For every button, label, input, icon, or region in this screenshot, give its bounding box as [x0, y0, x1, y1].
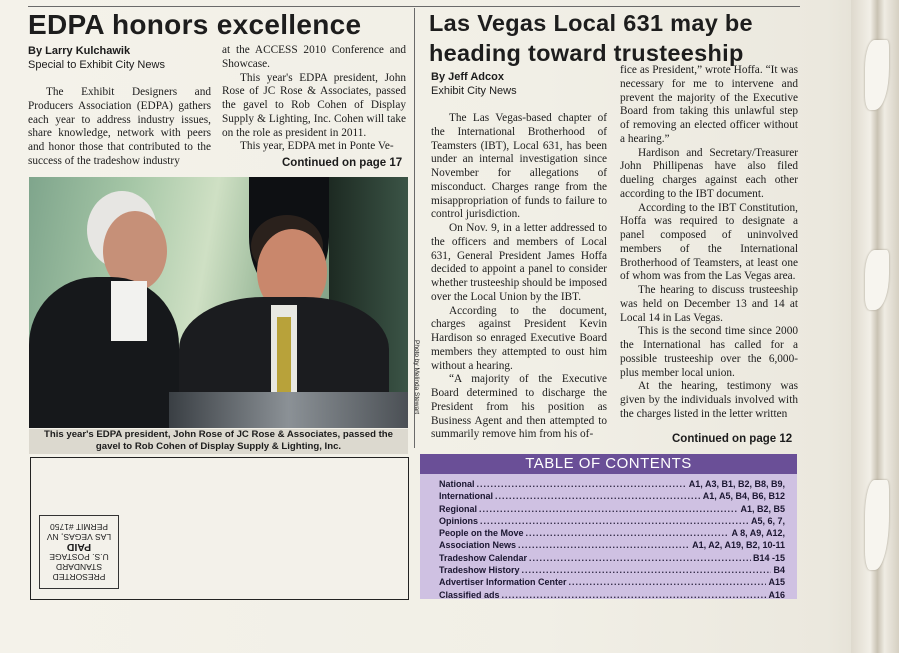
toc-leader [502, 589, 767, 601]
paragraph: This year, EDPA met in Ponte Ve- [240, 140, 394, 153]
toc-entry[interactable] [439, 478, 785, 490]
left-byline [28, 44, 213, 72]
postage-permit: PERMIT #1750 [50, 522, 108, 532]
toc-label: Tradeshow History [439, 565, 520, 576]
postage-indicia [39, 515, 119, 589]
paragraph: The Exhibit Designers and Producers Association (EDPA) gathers each year to address industry issues, share knowledge, network with peers and honor those that contributed to the success of the tradeshow industry [28, 86, 211, 167]
left-article-col1 [28, 86, 211, 169]
toc-label: Association News [439, 540, 517, 551]
toc-leader [529, 552, 751, 564]
toc-label: Advertiser Information Center [439, 577, 567, 588]
caption-line: gavel to Rob Cohen of Display Supply & Lighting, Inc. [95, 441, 342, 452]
toc-leader [495, 490, 701, 502]
paragraph: Hardison and Secretary/Treasurer John Phillipenas have also filed dueling charges against each other according to the IBT document. [620, 146, 798, 200]
paragraph: fice as President,” wrote Hoffa. “It was necessary for me to intervene and prevent the majority of the Executive Board from taking this unlawful step of removing an elected officer without a hearing.” [620, 64, 798, 145]
paragraph: “A majority of the Executive Board determined to discharge the President from his position as Business Agent and then attempted to summarily remove him from his of- [431, 373, 607, 441]
right-headline-line2: heading toward trusteeship [429, 40, 744, 66]
paragraph: At the hearing, testimony was given by the individuals involved with the charges listed in the letter written [620, 380, 798, 420]
toc-label: People on the Move [439, 528, 524, 539]
left-continued-link[interactable]: Continued on page 17 [282, 157, 403, 169]
photo-caption [29, 429, 408, 454]
postage-line: STANDARD [55, 562, 103, 572]
toc-label: Opinions [439, 515, 478, 526]
toc-label: Classified ads [439, 589, 500, 600]
right-continued-link[interactable]: Continued on page 12 [672, 433, 793, 445]
paragraph: According to the document, charges against President Kevin Hardison so enraged Executive Board members they attempted to oust him without a hearing. [431, 304, 607, 372]
toc-pages: A5, 6, 7, [750, 515, 785, 526]
toc-pages: A16 [768, 589, 785, 600]
paragraph: This is the second time since 2000 the International has called for a possible trusteeship over the 6,000-plus member local union. [620, 325, 798, 379]
mailing-label-box [30, 457, 409, 600]
toc-pages: B4 [773, 565, 785, 576]
toc-list [420, 474, 797, 601]
caption-line: This year's EDPA president, John Rose of JC Rose & Associates, passed the [43, 429, 393, 440]
ceremony-photo [29, 177, 408, 428]
left-author-note: Special to Exhibit City News [28, 59, 165, 71]
toc-entry[interactable] [439, 564, 785, 576]
toc-leader [569, 576, 767, 588]
top-rule [28, 6, 800, 7]
toc-pages: A1, A2, A19, B2, 10-11 [692, 540, 785, 551]
right-headline-line1: Las Vegas Local 631 may be [429, 10, 753, 36]
toc-pages: B14 -15 [752, 552, 785, 563]
toc-entry[interactable] [439, 515, 785, 527]
shirt [111, 281, 147, 341]
person-suit [29, 277, 179, 428]
toc-entry[interactable] [439, 552, 785, 564]
toc-label: National [439, 479, 475, 489]
toc-label: Regional [439, 503, 478, 514]
left-author: By Larry Kulchawik [28, 45, 131, 57]
postage-paid: PAID [66, 541, 92, 553]
toc-title: TABLE OF CONTENTS [420, 454, 797, 474]
paragraph: at the ACCESS 2010 Conference and Showcase. [222, 44, 406, 70]
toc-leader [479, 503, 738, 515]
toc-leader [518, 539, 690, 551]
paragraph: On Nov. 9, in a letter addressed to the officers and members of Local 631, General President James Hoffa decided to appoint a panel to consider whether trusteeship should be imposed over the Local Union by the IBT. [431, 222, 607, 303]
toc-entry[interactable] [439, 576, 785, 588]
toc-label: International [439, 491, 494, 502]
toc-entry[interactable] [439, 589, 785, 601]
toc-pages: A1, B2, B5 [740, 503, 785, 514]
toc-entry[interactable] [439, 527, 785, 539]
photo-credit: Photo by Melinda Stewart [413, 340, 420, 415]
toc-entry[interactable] [439, 503, 785, 515]
toc-leader [526, 527, 730, 539]
postage-line: PRESORTED [52, 572, 106, 582]
toc-label: Tradeshow Calendar [439, 552, 528, 563]
podium [169, 392, 408, 428]
toc-pages: A15 [768, 577, 785, 588]
toc-pages: A1, A5, B4, B6, B12 [702, 491, 785, 502]
postage-line: LAS VEGAS, NV [46, 532, 112, 542]
left-article-col2 [222, 44, 406, 154]
toc-leader [522, 564, 772, 576]
toc-entry[interactable] [439, 490, 785, 502]
toc-entry[interactable] [439, 539, 785, 551]
paragraph: The Las Vegas-based chapter of the International Brotherhood of Teamsters (IBT), Local 631, has been under an internal investigation since November for allegations of misconduct. Charges range from the misappropriation of funds to failure to control jurisdiction. [431, 112, 607, 221]
paragraph: This year's EDPA president, John Rose of JC Rose & Associates, passed the gavel to Rob Cohen of Display Supply & Lighting, Inc. Cohen will take on the role as president in 2011. [222, 71, 406, 139]
toc-leader [480, 515, 749, 527]
right-article-col1 [431, 112, 607, 442]
toc-pages: A1, A3, B1, B2, B8, B9, [688, 479, 785, 489]
postage-line: U.S. POSTAGE [49, 552, 109, 562]
right-byline [431, 70, 611, 98]
table-of-contents [420, 454, 797, 599]
right-author-note: Exhibit City News [431, 85, 517, 97]
right-author: By Jeff Adcox [431, 71, 504, 83]
toc-pages: A 8, A9, A12, [731, 528, 785, 539]
right-article-col2 [620, 64, 798, 422]
toc-leader [477, 478, 687, 490]
paragraph: The hearing to discuss trusteeship was held on December 13 and 14 at Local 14 in Las Vegas. [620, 284, 798, 324]
paragraph: According to the IBT Constitution, Hoffa was required to designate a panel composed of uninvolved members of the International Brotherhood of Teamsters, at least one of whom was from the Las Vegas area. [620, 201, 798, 283]
left-headline: EDPA honors excellence [28, 9, 362, 40]
